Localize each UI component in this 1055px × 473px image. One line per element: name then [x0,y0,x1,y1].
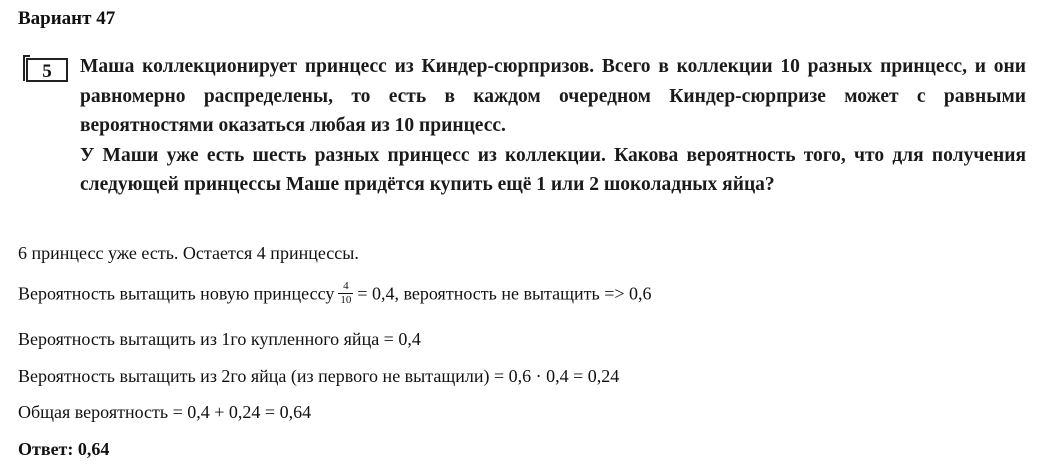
fraction-numerator: 4 [338,280,353,294]
solution-line-2 [18,282,652,309]
problem-paragraph-1: Маша коллекционирует принцесс из Киндер-сюрпризов. Всего в коллекции 10 разных принцесс, и они равномерно распределены, то есть в каждом очередном Киндер-сюрпризе может с равными вероятностями оказаться любая из 10 принцесс. [80,56,1026,136]
page-title: Вариант 47 [18,8,116,29]
answer: Ответ: 0,64 [18,439,110,459]
solution-line-1: 6 принцесс уже есть. Остается 4 принцессы. [18,243,359,263]
problem-statement [80,52,1026,200]
solution-line-2-prefix: Вероятность вытащить новую принцессу [18,283,335,304]
solution-line-2-suffix: = 0,4, вероятность не вытащить => 0,6 [357,283,652,304]
solution-line-4: Вероятность вытащить из 2го яйца (из первого не вытащили) = 0,6 · 0,4 = 0,24 [18,366,620,386]
problem-paragraph-2: У Маши уже есть шесть разных принцесс из коллекции. Какова вероятность того, что для получения следующей принцессы Маше придётся купить ещё 1 или 2 шоколадных яйца? [80,144,1026,195]
solution-line-5: Общая вероятность = 0,4 + 0,24 = 0,64 [18,402,312,422]
fraction [338,280,353,307]
fraction-denominator: 10 [340,294,352,306]
solution-line-3: Вероятность вытащить из 1го купленного яйца = 0,4 [18,329,421,349]
task-number-box: 5 [26,58,68,82]
